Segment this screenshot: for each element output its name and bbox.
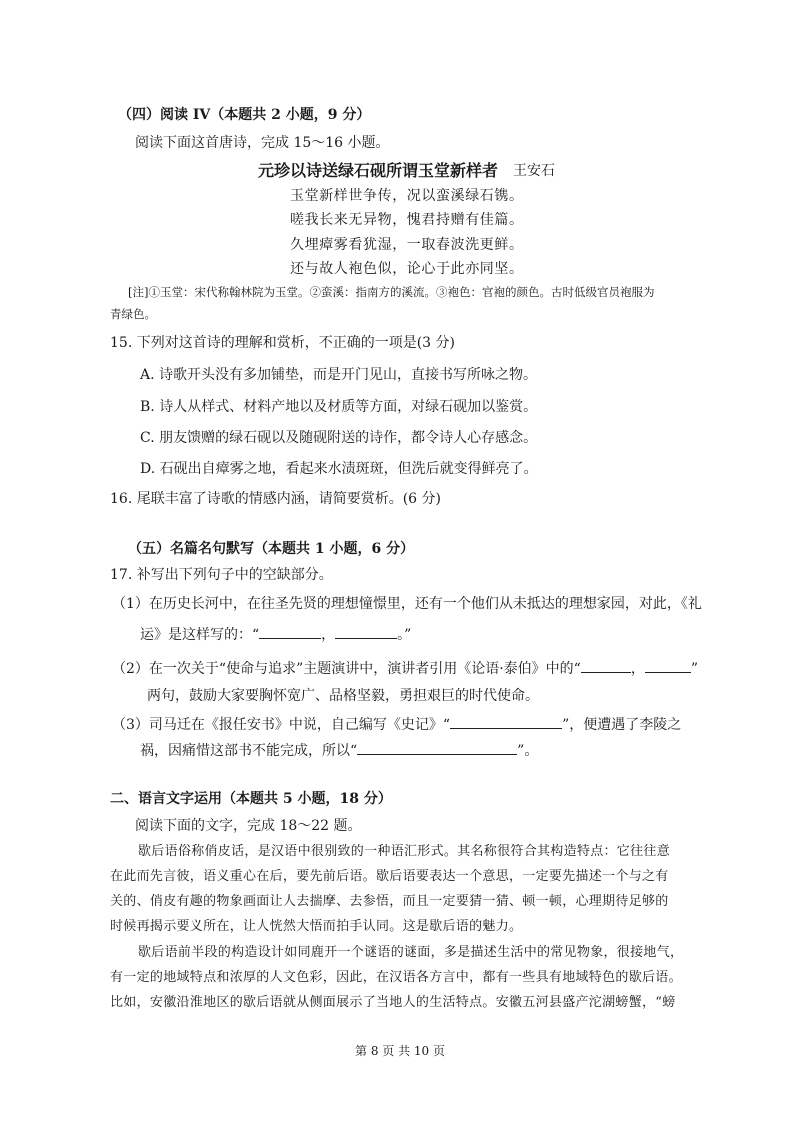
question-15-option-b: B. 诗人从样式、材料产地以及材质等方面，对绿石砚加以鉴赏。 [140,399,538,415]
question-16-stem: 16. 尾联丰富了诗歌的情感内涵，请简要赏析。(6 分) [110,491,441,507]
passage-line-1: 歇后语俗称俏皮话，是汉语中很别致的一种语汇形式。其名称很符合其构造特点：它往往意 [138,844,671,859]
answer-blank-3a[interactable] [450,716,562,729]
poem-line-2: 嗟我长来无异物，愧君持赠有佳篇。 [290,212,524,228]
question-17-item-2-end: ” [690,661,698,677]
question-17-item-1-prefix: 运》是这样写的：“ [140,627,260,643]
section-4-instruction: 阅读下面这首唐诗，完成 15～16 小题。 [135,135,390,151]
passage-line-2: 在此而先言彼，语义重心在后，要先前后语。歇后语要表达一个意思，一定要先描述一个与之有 [110,869,669,884]
poem-line-3: 久埋瘴雾看犹湿，一取春波洗更鲜。 [290,237,524,253]
answer-blank-2b[interactable] [645,660,691,673]
part-2-heading: 二、语言文字运用（本题共 5 小题，18 分） [110,791,392,807]
question-17-item-2-prefix: （2）在一次关于“使命与追求”主题演讲中，演讲者引用《论语·泰伯》中的“ [112,661,581,677]
section-4-heading: （四）阅读 IV（本题共 2 小题，9 分） [118,107,371,123]
question-17-item-2-line-2: 两句，鼓励大家要胸怀宽广、品格坚毅，勇担艰巨的时代使命。 [147,688,539,704]
passage-line-4: 时候再揭示要义所在，让人恍然大悟而拍手认同。这是歇后语的魅力。 [110,919,523,934]
question-17-item-2-sep: ， [630,661,645,677]
poem-note-line-2: 青绿色。 [110,307,156,321]
question-15-option-c: C. 朋友馈赠的绿石砚以及随砚附送的诗作，都令诗人心存感念。 [140,430,538,446]
passage-line-3: 关的、俏皮有趣的物象画面让人去揣摩、去参悟，而且一定要猜一猜、顿一顿，心理期待足够的 [110,894,669,909]
part-2-instruction: 阅读下面的文字，完成 18～22 题。 [135,818,362,834]
answer-blank-1b[interactable] [335,626,397,639]
poem-line-4: 还与故人袍色似，论心于此亦同坚。 [290,261,524,277]
question-17-item-1-end: 。” [397,627,412,643]
answer-blank-1a[interactable] [259,626,321,639]
question-17-item-3-line-1 [112,716,681,732]
poem-author: 王安石 [513,163,555,179]
answer-blank-2a[interactable] [581,660,631,673]
question-17-item-2-line-1 [112,660,698,676]
question-17-item-1-line-1: （1）在历史长河中，在往圣先贤的理想憧憬里，还有一个他们从未抵达的理想家园，对此，《礼 [112,596,702,612]
question-15-stem: 15. 下列对这首诗的理解和赏析，不正确的一项是(3 分) [110,335,455,351]
question-17-item-1-line-2 [140,626,411,642]
page-footer: 第 8 页 共 10 页 [355,1044,445,1058]
question-15-option-d: D. 石砚出自瘴雾之地，看起来水渍斑斑，但洗后就变得鲜亮了。 [140,461,538,477]
question-17-item-3-line-2-end: ”。 [517,743,539,759]
poem-note-line-1: [注]①玉堂：宋代称翰林院为玉堂。②蛮溪：指南方的溪流。③袍色：官袍的颜色。古时低级官员袍服为 [128,285,655,299]
poem-title: 元珍以诗送绿石砚所谓玉堂新样者 [258,161,499,180]
question-17-item-3-line-2 [140,742,538,758]
passage-line-5: 歇后语前半段的构造设计如同鹿开一个谜语的谜面，多是描述生活中的常见物象，很接地气， [138,945,684,960]
passage-line-7: 比如，安徽沿淮地区的歇后语就从侧面展示了当地人的生活特点。安徽五河县盛产沱湖螃蟹，“螃 [110,995,676,1010]
question-17-item-3-post: ”，便遭遇了李陵之 [562,717,682,733]
answer-blank-3b[interactable] [357,742,517,755]
question-17-stem: 17. 补写出下列句子中的空缺部分。 [110,567,333,583]
question-17-item-3-line-2-prefix: 祸，因痛惜这部书不能完成，所以“ [140,743,358,759]
question-15-option-a: A. 诗歌开头没有多加铺垫，而是开门见山，直接书写所咏之物。 [140,367,538,383]
passage-line-6: 有一定的地域特点和浓厚的人文色彩，因此，在汉语各方言中，都有一些具有地域特色的歇后语。 [110,970,682,985]
poem-line-1: 玉堂新样世争传，况以蛮溪绿石镌。 [290,188,524,204]
question-17-item-3-prefix: （3）司马迁在《报任安书》中说，自己编写《史记》“ [112,717,451,733]
section-5-heading: （五）名篇名句默写（本题共 1 小题，6 分） [128,541,415,557]
question-17-item-1-sep: ， [321,627,336,643]
